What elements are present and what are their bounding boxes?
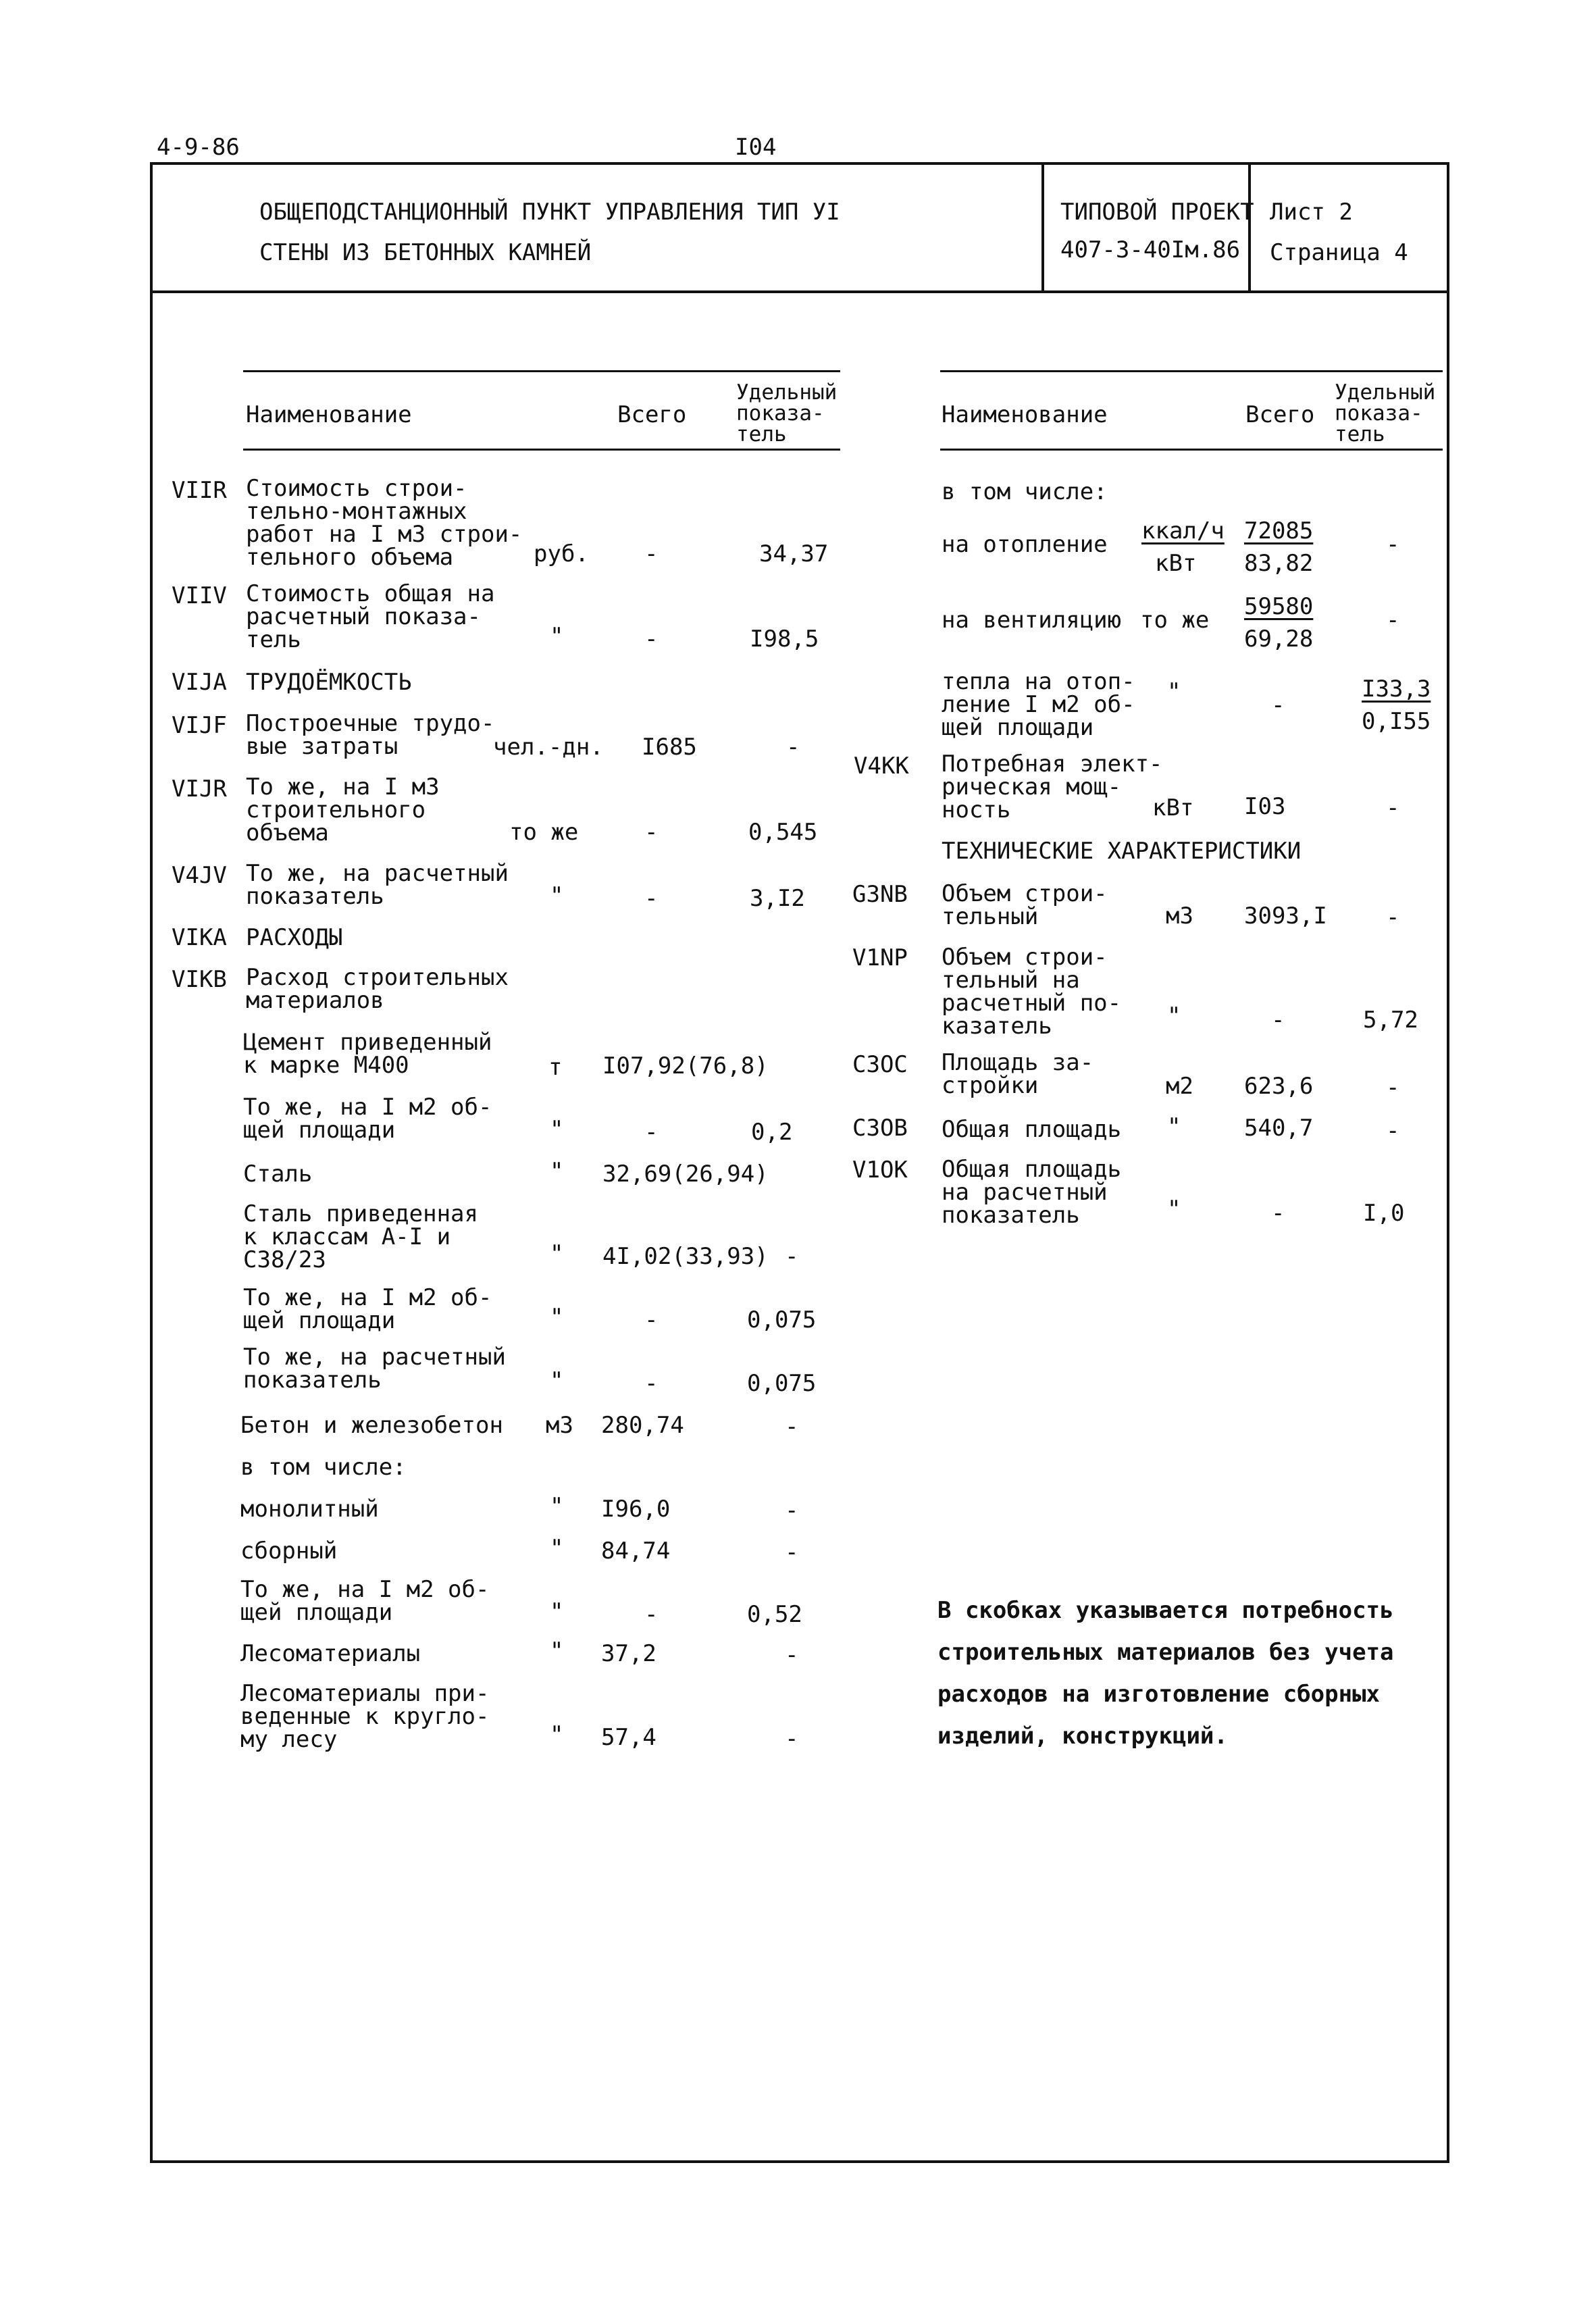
row-unit: чел.-дн. (493, 734, 604, 761)
row-specific: 3,I2 (750, 885, 805, 912)
footnote-line: расходов на изготовление сборных (937, 1681, 1381, 1708)
row-code: V4JV (172, 862, 227, 889)
row-total: I07,92(76,8) (602, 1052, 769, 1079)
project-label: ТИПОВОЙ ПРОЕКТ (1060, 199, 1254, 226)
row-name: Сталь приведенная к классам А-I и С38/23 (243, 1200, 478, 1273)
row-specific: 0,545 (748, 819, 818, 846)
row-name: в том числе: (240, 1454, 407, 1481)
row-name: То же, на I м2 об- щей площади (243, 1094, 492, 1144)
left-header-bottom-rule (243, 449, 840, 451)
row-unit: " (550, 1598, 564, 1625)
page-frame (150, 162, 1449, 2163)
row-name: Стоимость строи- тельно-монтажных работ на I м3 строи- тельного объема (246, 475, 523, 571)
row-specific: I33,3 (1362, 676, 1431, 703)
row-unit: " (1167, 1113, 1181, 1140)
row-unit: т (548, 1054, 563, 1081)
row-unit: м2 (1166, 1073, 1193, 1100)
row-total: 84,74 (601, 1537, 671, 1565)
right-header-top-rule (940, 370, 1443, 372)
row-name: в том числе: (942, 478, 1108, 505)
row-unit: " (550, 1493, 564, 1520)
row-unit: " (550, 882, 564, 909)
row-specific: 34,37 (759, 540, 829, 567)
row-code: VIKA (172, 924, 227, 951)
row-total: 540,7 (1244, 1115, 1314, 1142)
row-total: I96,0 (601, 1496, 671, 1523)
row-total: - (1271, 1007, 1285, 1034)
row-name: Лесоматериалы при- веденные к кругло- му лесу (240, 1680, 490, 1753)
row-unit: ккал/ч (1141, 517, 1225, 544)
page-label: Страница 4 (1270, 239, 1408, 266)
row-total: - (644, 626, 659, 653)
footnote-line: В скобках указывается потребность (937, 1597, 1394, 1624)
row-total: 4I,02(33,93) (602, 1243, 769, 1270)
row-name: Лесоматериалы (240, 1640, 421, 1667)
section-heading: ТЕХНИЧЕСКИЕ ХАРАКТЕРИСТИКИ (942, 838, 1302, 865)
title-line-1: ОБЩЕПОДСТАНЦИОННЫЙ ПУНКТ УПРАВЛЕНИЯ ТИП УI (259, 199, 840, 226)
section-heading: ТРУДОЁМКОСТЬ (246, 669, 412, 696)
footnote-line: строительных материалов без учета (937, 1639, 1394, 1666)
row-unit-secondary: кВт (1155, 550, 1197, 577)
row-specific: 0,52 (747, 1601, 802, 1628)
row-name: То же, на I м2 об- щей площади (240, 1576, 490, 1626)
row-code: G3NB (852, 881, 908, 908)
left-header-specific: Удельный показа- тель (736, 380, 838, 447)
row-name: Общая площадь (942, 1116, 1122, 1143)
row-total: - (644, 1306, 659, 1333)
row-code: V4KK (854, 753, 909, 780)
row-total: - (644, 819, 659, 846)
row-unit: " (550, 1240, 564, 1267)
row-specific: - (1386, 904, 1400, 931)
row-unit: " (550, 1158, 564, 1185)
section-heading: РАСХОДЫ (246, 924, 343, 951)
row-specific: - (1386, 1074, 1400, 1101)
row-specific: - (785, 1413, 799, 1440)
row-code: V1OK (852, 1156, 908, 1184)
row-name: Построечные трудо- вые затраты (246, 710, 495, 760)
row-unit: " (1167, 1002, 1181, 1030)
row-name: на вентиляцию (942, 607, 1122, 634)
row-specific: - (785, 1497, 799, 1524)
left-header-top-rule (243, 370, 840, 372)
row-total: - (1271, 692, 1285, 719)
row-specific: - (785, 1243, 799, 1270)
row-unit: " (550, 1721, 564, 1748)
row-name: Общая площадь на расчетный показатель (942, 1156, 1122, 1229)
row-code: VIJR (172, 776, 227, 803)
row-total: 57,4 (601, 1724, 657, 1751)
row-unit: м3 (546, 1412, 573, 1439)
row-total: I03 (1244, 793, 1286, 820)
row-total: - (1271, 1200, 1285, 1227)
row-name: на отопление (942, 531, 1108, 558)
row-code: C3OC (852, 1051, 908, 1078)
row-unit: " (550, 623, 564, 650)
row-total: 280,74 (601, 1412, 684, 1439)
row-specific: - (785, 1725, 799, 1752)
row-name: монолитный (240, 1496, 379, 1523)
row-specific: - (786, 734, 800, 761)
row-unit: то же (1140, 607, 1210, 634)
row-name: Объем строи- тельный на расчетный по- казатель (942, 944, 1122, 1040)
row-name: Потребная элект- рическая мощ- ность (942, 751, 1163, 823)
row-unit: м3 (1166, 903, 1193, 930)
row-total: 623,6 (1244, 1073, 1314, 1100)
row-total: - (644, 1601, 659, 1628)
row-unit: кВт (1152, 794, 1194, 821)
row-total: I685 (642, 734, 697, 761)
row-name: Цемент приведенный к марке М400 (243, 1029, 492, 1079)
row-total-secondary: 69,28 (1244, 626, 1314, 653)
row-specific: 0,2 (751, 1119, 793, 1146)
document-code: 4-9-86 (157, 134, 240, 161)
row-specific: - (785, 1539, 799, 1566)
row-code: V1NP (852, 944, 908, 971)
row-unit: " (550, 1367, 564, 1394)
row-specific: - (1386, 794, 1400, 821)
row-code: VIJF (172, 712, 227, 739)
right-header-total: Всего (1245, 401, 1315, 428)
left-header-name: Наименование (246, 401, 412, 428)
row-unit: руб. (534, 540, 589, 567)
right-header-bottom-rule (940, 449, 1443, 451)
row-specific-secondary: 0,I55 (1362, 708, 1431, 735)
row-code: VIIR (172, 477, 227, 504)
row-unit: " (550, 1637, 564, 1664)
row-unit: " (550, 1116, 564, 1143)
row-code: C3OB (852, 1115, 908, 1142)
row-specific: I98,5 (750, 626, 819, 653)
row-unit: " (1167, 1196, 1181, 1223)
row-code: VIKB (172, 966, 227, 993)
row-total-secondary: 83,82 (1244, 550, 1314, 577)
row-name: То же, на I м3 строительного объема (246, 773, 440, 846)
row-specific: - (1386, 1117, 1400, 1144)
sheet-number: Лист 2 (1270, 199, 1353, 226)
row-total: 3093,I (1244, 903, 1327, 930)
row-total: 72085 (1244, 517, 1314, 544)
row-name: Площадь за- стройки (942, 1049, 1094, 1099)
row-total: 59580 (1244, 593, 1314, 620)
row-specific: 0,075 (747, 1370, 817, 1397)
row-unit: " (550, 1535, 564, 1562)
row-specific: - (1386, 531, 1400, 558)
row-total: - (644, 885, 659, 912)
row-name: Бетон и железобетон (240, 1412, 503, 1439)
row-name: Сталь (243, 1161, 313, 1188)
title-block-vline-1 (1041, 162, 1044, 292)
row-total: - (644, 1370, 659, 1397)
row-name: Объем строи- тельный (942, 880, 1108, 930)
row-specific: - (785, 1642, 799, 1669)
row-unit: " (550, 1304, 564, 1331)
row-total: - (644, 540, 659, 567)
right-header-name: Наименование (942, 401, 1108, 428)
row-total: 32,69(26,94) (602, 1161, 769, 1188)
row-name: То же, на расчетный показатель (243, 1344, 506, 1394)
row-specific: - (1386, 607, 1400, 634)
page-number: I04 (735, 134, 777, 161)
row-total: - (644, 1119, 659, 1146)
row-name: То же, на расчетный показатель (246, 860, 509, 910)
project-number: 407-3-40Iм.86 (1060, 236, 1241, 263)
row-name: То же, на I м2 об- щей площади (243, 1284, 492, 1334)
row-code: VIJA (172, 669, 227, 696)
row-specific: I,0 (1363, 1200, 1405, 1227)
row-name: сборный (240, 1537, 338, 1565)
right-header-specific: Удельный показа- тель (1335, 380, 1436, 447)
row-name: Стоимость общая на расчетный показа- тель (246, 580, 495, 653)
row-name: тепла на отоп- ление I м2 об- щей площади (942, 668, 1135, 741)
row-unit: то же (509, 819, 579, 846)
row-specific: 0,075 (747, 1306, 817, 1333)
title-block-divider (150, 290, 1449, 293)
row-total: 37,2 (601, 1640, 657, 1667)
title-line-2: СТЕНЫ ИЗ БЕТОННЫХ КАМНЕЙ (259, 239, 592, 266)
row-specific: 5,72 (1363, 1007, 1418, 1034)
left-header-total: Всего (617, 401, 687, 428)
row-unit: " (1167, 678, 1181, 705)
footnote-line: изделий, конструкций. (937, 1723, 1228, 1750)
row-code: VIIV (172, 582, 227, 609)
title-block-vline-2 (1248, 162, 1251, 292)
row-name: Расход строительных материалов (246, 964, 509, 1014)
